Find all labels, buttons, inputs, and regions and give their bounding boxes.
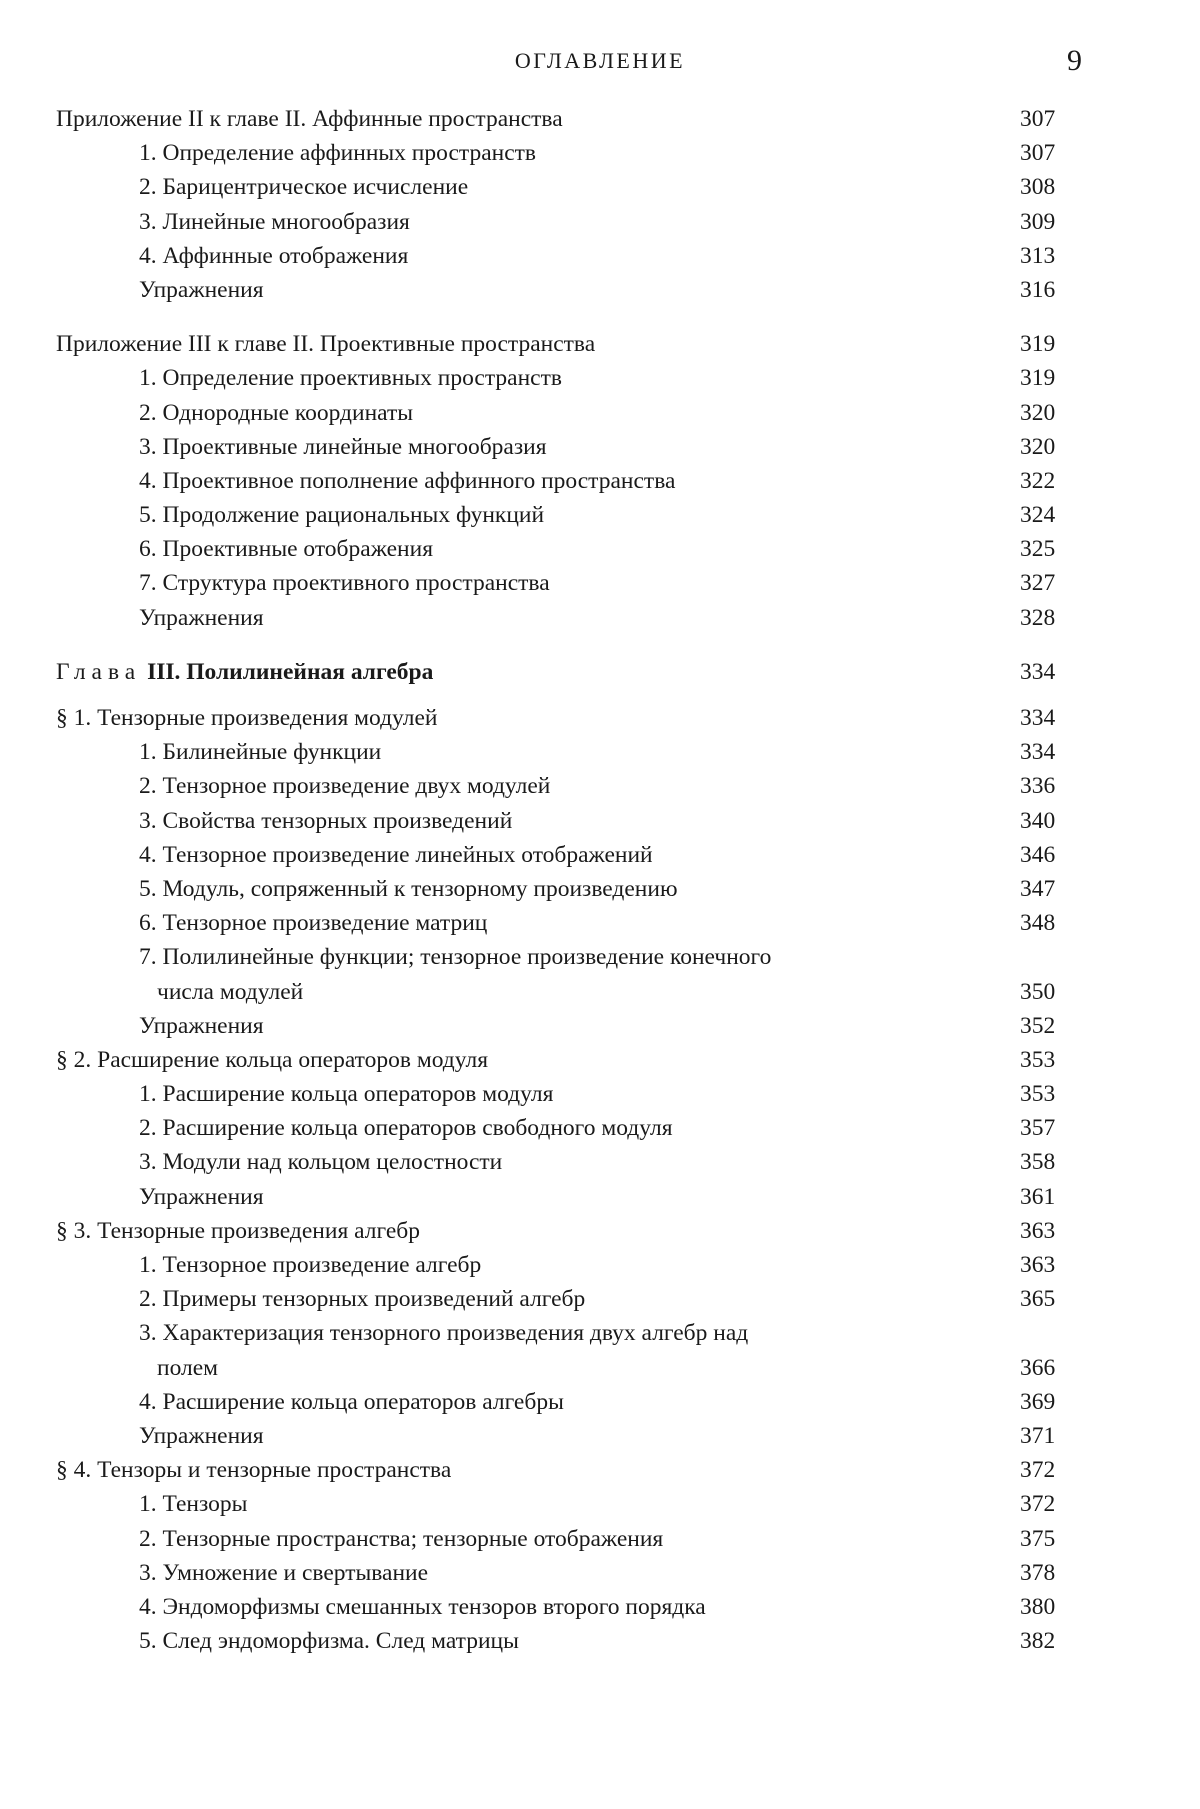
toc-item-row [56,1590,1080,1624]
toc-page-number: 353 [1020,1043,1080,1077]
toc-entry-title: Приложение II к главе II. Аффинные пространства [56,102,567,136]
toc-item-row [56,239,1080,273]
toc-entry-title: Приложение III к главе II. Проективные пространства [56,327,599,361]
toc-entry-title: 1. Тензоры [139,1487,251,1521]
toc-entry-title: § 2. Расширение кольца операторов модуля [56,1043,492,1077]
toc-item-row [56,566,1080,600]
toc-section-row [56,701,1080,735]
toc-page-number: 347 [1020,872,1080,906]
toc-page-number: 363 [1020,1214,1080,1248]
toc-gap [56,635,1080,655]
toc-entry-title: 5. След эндоморфизма. След матрицы [139,1624,523,1658]
toc-entry-title: Упражнения [139,601,268,635]
toc-page-number: 334 [1020,701,1080,735]
toc-item-row [56,1624,1080,1658]
toc-item-row [56,975,1080,1009]
toc-entry-title: 2. Барицентрическое исчисление [139,170,472,204]
toc-item-row [56,464,1080,498]
toc-entry-title: Упражнения [139,273,268,307]
toc-item-row [56,872,1080,906]
toc-page-number: 372 [1020,1453,1080,1487]
toc-entry-title: Упражнения [139,1419,268,1453]
toc-page-number: 363 [1020,1248,1080,1282]
toc-item-row [56,361,1080,395]
toc-page-number: 325 [1020,532,1080,566]
toc-item-row [56,1145,1080,1179]
toc-item-row [56,906,1080,940]
toc-page-number: 313 [1020,239,1080,273]
toc-section-row [56,1453,1080,1487]
toc-page-number: 336 [1020,769,1080,803]
toc-entry-title [56,655,437,689]
toc-entry-title: 3. Модули над кольцом целостности [139,1145,506,1179]
toc-item-row [56,498,1080,532]
toc-page-number: 371 [1020,1419,1080,1453]
toc-entry-title: 1. Определение аффинных пространств [139,136,540,170]
toc-page-number: 353 [1020,1077,1080,1111]
toc-page-number: 307 [1020,136,1080,170]
toc-page-number: 308 [1020,170,1080,204]
toc-gap [56,307,1080,327]
toc-appendix-row [56,102,1080,136]
toc-section-row [56,1043,1080,1077]
toc-entry-title: 3. Линейные многообразия [139,205,414,239]
toc-item-row [56,170,1080,204]
toc-page-number: 352 [1020,1009,1080,1043]
toc-page-number: 328 [1020,601,1080,635]
toc-entry-title: 4. Тензорное произведение линейных отображений [139,838,657,872]
toc-item-row [56,430,1080,464]
toc-item-row [56,601,1080,635]
toc-page-number: 358 [1020,1145,1080,1179]
toc-item-row [56,1419,1080,1453]
toc-entry-title: 5. Модуль, сопряженный к тензорному произведению [139,872,682,906]
toc-page-number: 366 [1020,1351,1080,1385]
toc-item-row [56,205,1080,239]
toc-entry-title: 4. Эндоморфизмы смешанных тензоров второго порядка [139,1590,710,1624]
toc-page-number: 340 [1020,804,1080,838]
toc-page-number: 372 [1020,1487,1080,1521]
toc-entry-title: 3. Умножение и свертывание [139,1556,432,1590]
running-title: ОГЛАВЛЕНИЕ [514,48,686,73]
toc-entry-title: 7. Структура проективного пространства [139,566,554,600]
toc-page-number: 327 [1020,566,1080,600]
toc-page-number: 361 [1020,1180,1080,1214]
toc-entry-title: § 3. Тензорные произведения алгебр [56,1214,424,1248]
toc-item-row [56,1111,1080,1145]
toc-entry-title: 2. Тензорные пространства; тензорные отображения [139,1522,667,1556]
toc-item-row [56,1487,1080,1521]
toc-page-number: 375 [1020,1522,1080,1556]
toc-entry-title: 3. Проективные линейные многообразия [139,430,551,464]
toc-entry-title: 1. Расширение кольца операторов модуля [139,1077,557,1111]
toc-entry-title: § 4. Тензоры и тензорные пространства [56,1453,455,1487]
toc-page-number: 319 [1020,361,1080,395]
toc-item-row [56,804,1080,838]
toc-entry-title: § 1. Тензорные произведения модулей [56,701,442,735]
toc-entry-title: 1. Определение проективных пространств [139,361,566,395]
toc-entry-title: 2. Однородные координаты [139,396,417,430]
toc-item-row [56,1248,1080,1282]
toc-entry-title: 1. Билинейные функции [139,735,385,769]
toc-entry-title: 1. Тензорное произведение алгебр [139,1248,485,1282]
toc-entry-title: 3. Свойства тензорных произведений [139,804,516,838]
toc-entry-title: полем [157,1351,222,1385]
toc-entry-title: 4. Расширение кольца операторов алгебры [139,1385,568,1419]
toc-entry-title: 6. Тензорное произведение матриц [139,906,491,940]
toc-page-number: 320 [1020,430,1080,464]
toc-page-number: 320 [1020,396,1080,430]
toc-item-row [56,735,1080,769]
chapter-name: III. Полилинейная алгебра [147,658,434,685]
toc-item-row [56,1316,1080,1350]
toc-item-row [56,1282,1080,1316]
toc-item-row [56,273,1080,307]
toc-page-number: 316 [1020,273,1080,307]
toc-page-number: 309 [1020,205,1080,239]
chapter-word: Глава [56,658,142,685]
toc-page-number: 348 [1020,906,1080,940]
toc-entry-title: 6. Проективные отображения [139,532,437,566]
toc-page-number: 357 [1020,1111,1080,1145]
toc-item-row [56,532,1080,566]
toc-page-number: 307 [1020,102,1080,136]
toc-page-number: 350 [1020,975,1080,1009]
toc-item-row [56,838,1080,872]
page-number: 9 [1067,44,1082,77]
toc-entry-title: 4. Аффинные отображения [139,239,412,273]
toc-page-number: 382 [1020,1624,1080,1658]
toc-page-number: 324 [1020,498,1080,532]
toc-entry-title: 3. Характеризация тензорного произведения двух алгебр над [139,1316,752,1350]
toc-item-row [56,1556,1080,1590]
toc-page-number: 322 [1020,464,1080,498]
toc-gap [56,689,1080,701]
page-header [0,44,1200,84]
toc-item-row [56,1351,1080,1385]
toc-entry-title: 2. Расширение кольца операторов свободного модуля [139,1111,677,1145]
toc-item-row [56,1180,1080,1214]
toc-entry-title: 2. Примеры тензорных произведений алгебр [139,1282,589,1316]
toc-section-row [56,1214,1080,1248]
toc-entry-title: 4. Проективное пополнение аффинного пространства [139,464,679,498]
toc-entry-title: Упражнения [139,1009,268,1043]
toc-page-number: 365 [1020,1282,1080,1316]
toc-entry-title: 7. Полилинейные функции; тензорное произведение конечного [139,940,775,974]
toc-item-row [56,1385,1080,1419]
toc-page-number: 346 [1020,838,1080,872]
toc-page-number: 380 [1020,1590,1080,1624]
toc-item-row [56,396,1080,430]
toc-page-number: 334 [1020,655,1080,689]
toc-item-row [56,1009,1080,1043]
toc-page-number: 369 [1020,1385,1080,1419]
toc-page-number: 378 [1020,1556,1080,1590]
table-of-contents [56,102,1080,1658]
toc-page-number: 334 [1020,735,1080,769]
toc-page-number: 319 [1020,327,1080,361]
toc-appendix-row [56,327,1080,361]
toc-entry-title: Упражнения [139,1180,268,1214]
toc-entry-title: 5. Продолжение рациональных функций [139,498,548,532]
toc-entry-title: числа модулей [157,975,307,1009]
toc-chapter-row [56,655,1080,689]
toc-item-row [56,1522,1080,1556]
toc-item-row [56,940,1080,974]
toc-item-row [56,136,1080,170]
toc-item-row [56,769,1080,803]
toc-entry-title: 2. Тензорное произведение двух модулей [139,769,554,803]
toc-item-row [56,1077,1080,1111]
